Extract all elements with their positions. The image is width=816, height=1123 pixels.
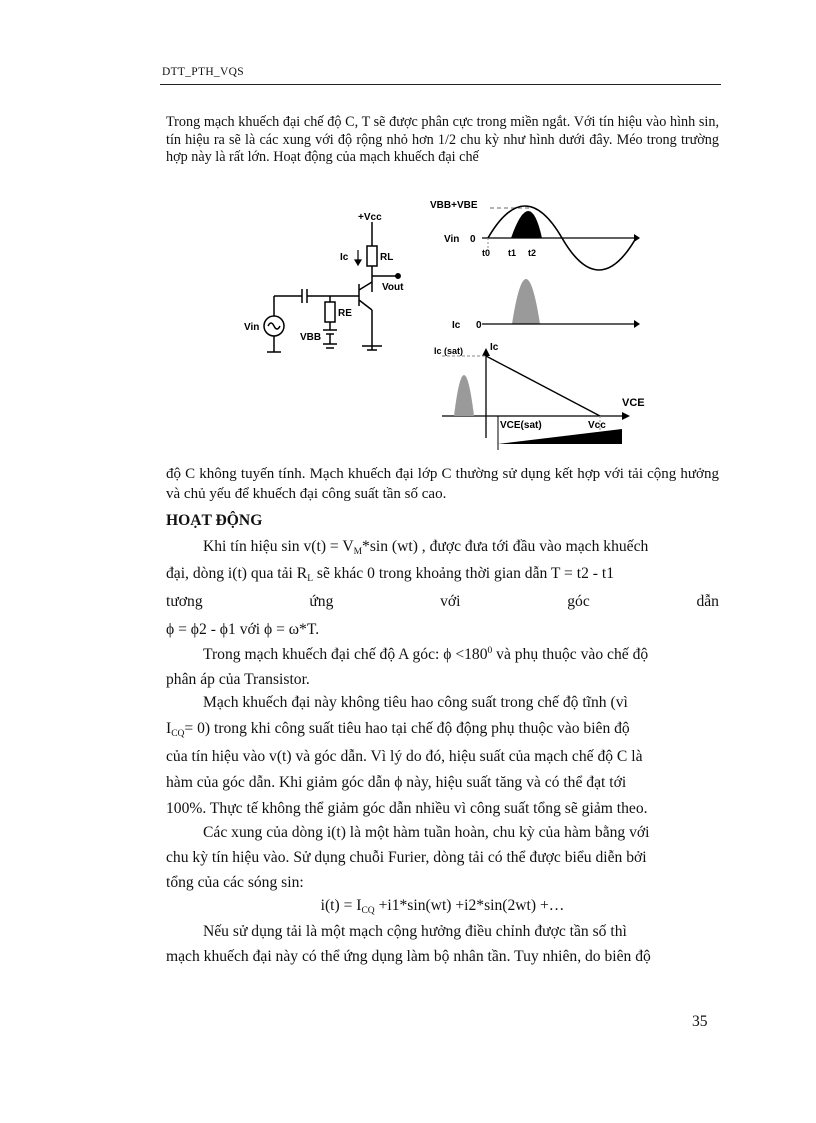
body-line-16: Nếu sử dụng tải là một mạch cộng hưởng điều chỉnh được tần số thì <box>203 923 627 940</box>
formula-line: $i(t) = I_{CQ} +i1*\sin(wt) +i2*\sin(2wt)$ +… <box>320 897 565 916</box>
label-vbb: VBB <box>300 332 322 343</box>
label-vcc: +Vcc <box>358 212 382 223</box>
ic-pulse <box>482 279 640 328</box>
class-c-diagram <box>230 188 650 458</box>
body-line-12: Các xung của dòng i(t) là một hàm tuần hoàn, chu kỳ của hàm bằng với <box>203 824 650 841</box>
body-line-14: tổng của các sóng sin: <box>166 874 304 891</box>
load-line-plot <box>442 348 630 450</box>
ic-arrow <box>355 250 361 265</box>
body-line-4: ϕ = ϕ2 - ϕ1 với ϕ = ω*T. <box>166 621 320 638</box>
continuation-paragraph: độ C không tuyến tính. Mạch khuếch đại lớp C thường sử dụng kết hợp với tải cộng hưởng và chủ yếu để khuếch đại công suất tần số cao. <box>166 466 719 502</box>
body-line-7: Mạch khuếch đại này không tiêu hao công suất trong chế độ tĩnh (vì <box>203 694 628 711</box>
label-ic-axis: Ic <box>452 320 461 331</box>
body-line-1: Khi tín hiệu $\sin v(t) = V_M*\sin$ (wt) , được đưa tới đầu vào mạch khuếch <box>203 538 649 557</box>
label-zero-2: 0 <box>476 320 482 331</box>
body-line-8: $I_{CQ}= 0$) trong khi công suất tiêu hao tại chế độ động phụ thuộc vào biên độ <box>166 720 630 739</box>
label-t0: t0 <box>482 248 491 258</box>
body-line-10: hàm của góc dẫn. Khi giảm góc dẫn ϕ này, hiệu suất tăng và có thể đạt tới <box>166 774 627 791</box>
label-vce: VCE <box>622 397 645 409</box>
body-line-13: chu kỳ tín hiệu vào. Sử dụng chuỗi Furier, dòng tải có thể được biểu diễn bởi <box>166 849 647 866</box>
body-line-5: Trong mạch khuếch đại chế độ A góc: $\phi <180^0$ và phụ thuộc vào chế độ <box>203 645 649 663</box>
body-line-3: tương ứng với góc dẫn <box>166 593 719 610</box>
section-heading: HOẠT ĐỘNG <box>166 512 263 529</box>
label-ic-top: Ic <box>490 342 499 353</box>
page-number: 35 <box>692 1013 708 1030</box>
label-vce-sat: VCE(sat) <box>500 420 542 431</box>
running-header: DTT_PTH_VQS <box>162 66 244 78</box>
label-ic-arrow: Ic <box>340 252 349 263</box>
body-line-6: phân áp của Transistor. <box>166 671 310 688</box>
body-line-9: của tín hiệu vào v(t) và góc dẫn. Vì lý do đó, hiệu suất của mạch chế độ C là <box>166 748 643 765</box>
label-zero-1: 0 <box>470 234 476 245</box>
label-t1: t1 <box>508 248 517 258</box>
label-t2: t2 <box>528 248 537 258</box>
vin-waveform <box>482 206 640 270</box>
label-vin-source: Vin <box>244 322 260 333</box>
label-rb: RE <box>338 308 352 319</box>
label-rl: RL <box>380 252 394 263</box>
label-ic-sat: Ic (sat) <box>434 346 464 356</box>
label-vin-axis: Vin <box>444 234 460 245</box>
body-line-2: đại, dòng i(t) qua tải $R_L$ sẽ khác 0 trong khoảng thời gian dẫn T = t2 - t1 <box>166 565 615 584</box>
body-line-17: mạch khuếch đại này có thể ứng dụng làm bộ nhân tần. Tuy nhiên, do biên độ <box>166 948 651 965</box>
body-line-11: 100%. Thực tế không thể giảm góc dẫn nhiều vì công suất tổng sẽ giảm theo. <box>166 800 648 817</box>
label-vbb-vbe: VBB+VBE <box>430 200 478 211</box>
intro-paragraph: Trong mạch khuếch đại chế độ C, T sẽ được phân cực trong miền ngắt. Với tín hiệu vào hình sin, tín hiệu ra sẽ là các xung với độ rộng nhỏ hơn 1/2 chu kỳ như hình dưới đây. Méo trong trường hợp này là rất lớn. Hoạt động của mạch khuếch đại chế <box>166 114 719 165</box>
circuit-schematic <box>264 222 400 352</box>
label-vcc-2: Vcc <box>588 420 606 431</box>
header-rule <box>160 84 721 85</box>
label-vout: Vout <box>382 282 404 293</box>
